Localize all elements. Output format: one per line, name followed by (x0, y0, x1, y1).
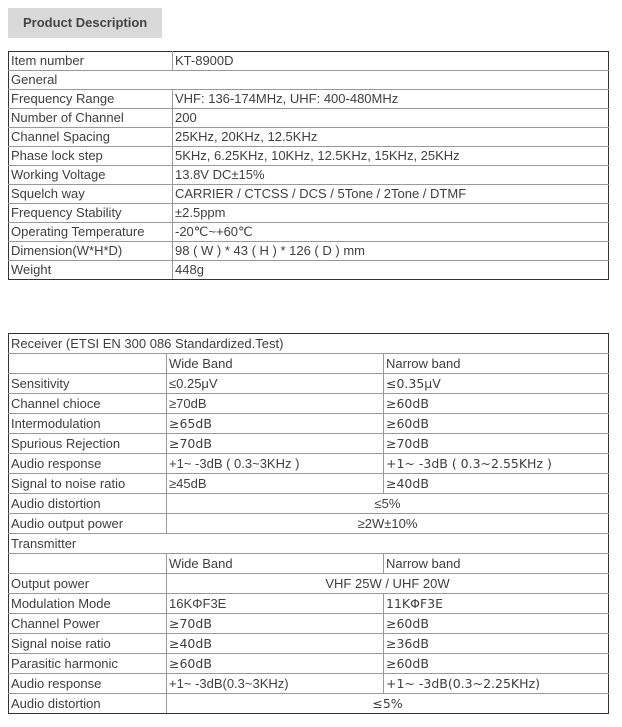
spec-value-wide: ≥70dB (167, 614, 384, 634)
spec-label: Operating Temperature (9, 223, 173, 242)
spec-row (9, 594, 609, 614)
spec-value: 25KHz, 20KHz, 12.5KHz (173, 128, 609, 147)
section-row (9, 534, 609, 554)
section-row (9, 71, 609, 90)
tab-product-description[interactable]: Product Description (8, 8, 162, 38)
spec-value: -20℃~+60℃ (173, 223, 609, 242)
spec-value-narrow: +1~ -3dB(0.3~2.25KHz) (384, 674, 609, 694)
spec-value-span: ≤5% (167, 694, 609, 714)
col-header-wide-band: Wide Band (167, 354, 384, 374)
spec-label: Channel Spacing (9, 128, 173, 147)
band-header-row (9, 554, 609, 574)
spec-row (9, 454, 609, 474)
spec-label: Dimension(W*H*D) (9, 242, 173, 261)
spec-label: Audio distortion (9, 694, 167, 714)
spec-label: Weight (9, 261, 173, 280)
spec-value-wide: ≥40dB (167, 634, 384, 654)
spec-label: Audio distortion (9, 494, 167, 514)
spec-row (9, 185, 609, 204)
spec-value-narrow: ≥60dB (384, 414, 609, 434)
spec-row (9, 223, 609, 242)
spec-label: Signal noise ratio (9, 634, 167, 654)
spec-value: 448g (173, 261, 609, 280)
spec-value-wide: ≥70dB (167, 394, 384, 414)
spec-value-narrow: ≥40dB (384, 474, 609, 494)
spec-row (9, 242, 609, 261)
band-header-row (9, 354, 609, 374)
spec-value-narrow: ≥60dB (384, 614, 609, 634)
section-row (9, 334, 609, 354)
spec-value: ±2.5ppm (173, 204, 609, 223)
spec-row (9, 128, 609, 147)
spec-row (9, 474, 609, 494)
spec-row (9, 90, 609, 109)
spec-row (9, 261, 609, 280)
spec-label: Spurious Rejection (9, 434, 167, 454)
spec-value-wide: +1~ -3dB(0.3~3KHz) (167, 674, 384, 694)
spec-value: CARRIER / CTCSS / DCS / 5Tone / 2Tone / DTMF (173, 185, 609, 204)
spec-label: Item number (9, 52, 173, 71)
spec-value-wide: ≥70dB (167, 434, 384, 454)
spec-value-wide: ≥60dB (167, 654, 384, 674)
spec-value-span: VHF 25W / UHF 20W (167, 574, 609, 594)
spec-label: Channel Power (9, 614, 167, 634)
spec-label: Number of Channel (9, 109, 173, 128)
spec-value-wide: 16KΦF3E (167, 594, 384, 614)
spec-row (9, 166, 609, 185)
spec-value-span: ≤5% (167, 494, 609, 514)
spec-label: Squelch way (9, 185, 173, 204)
spec-value-narrow: ≥60dB (384, 394, 609, 414)
spec-value: 98 ( W ) * 43 ( H ) * 126 ( D ) mm (173, 242, 609, 261)
spec-label: Channel chioce (9, 394, 167, 414)
spec-value: 13.8V DC±15% (173, 166, 609, 185)
spec-label: Audio output power (9, 514, 167, 534)
col-header-wide-band: Wide Band (167, 554, 384, 574)
spec-value-wide: ≤0.25μV (167, 374, 384, 394)
spec-label: Audio response (9, 454, 167, 474)
spec-label: Modulation Mode (9, 594, 167, 614)
spec-row (9, 694, 609, 714)
spec-row (9, 494, 609, 514)
empty-cell (9, 554, 167, 574)
spec-label: Parasitic harmonic (9, 654, 167, 674)
rf-spec-table (8, 333, 609, 714)
spec-label: Working Voltage (9, 166, 173, 185)
spec-row (9, 147, 609, 166)
spec-row (9, 414, 609, 434)
section-label: General (9, 71, 609, 90)
spec-value-wide: ≥45dB (167, 474, 384, 494)
col-header-narrow-band: Narrow band (384, 554, 609, 574)
spec-label: Signal to noise ratio (9, 474, 167, 494)
spec-row (9, 674, 609, 694)
spec-row (9, 654, 609, 674)
spec-label: Output power (9, 574, 167, 594)
spec-row (9, 109, 609, 128)
spec-row (9, 52, 609, 71)
spec-row (9, 574, 609, 594)
spec-value-narrow: ≥36dB (384, 634, 609, 654)
spec-value: KT-8900D (173, 52, 609, 71)
spec-value-narrow: ≥60dB (384, 654, 609, 674)
section-label: Receiver (ETSI EN 300 086 Standardized.Test) (9, 334, 609, 354)
spec-row (9, 614, 609, 634)
general-spec-table (8, 51, 609, 280)
spec-label: Sensitivity (9, 374, 167, 394)
spec-value-narrow: ≤0.35μV (384, 374, 609, 394)
spec-value-narrow: +1~ -3dB ( 0.3~2.55KHz ) (384, 454, 609, 474)
spec-value-wide: ≥65dB (167, 414, 384, 434)
spec-row (9, 374, 609, 394)
section-label: Transmitter (9, 534, 609, 554)
spec-row (9, 634, 609, 654)
spec-row (9, 434, 609, 454)
spec-value-narrow: 11KΦF3E (384, 594, 609, 614)
spec-label: Phase lock step (9, 147, 173, 166)
spec-label: Intermodulation (9, 414, 167, 434)
spec-value: 5KHz, 6.25KHz, 10KHz, 12.5KHz, 15KHz, 25KHz (173, 147, 609, 166)
spec-row (9, 394, 609, 414)
spec-value: VHF: 136-174MHz, UHF: 400-480MHz (173, 90, 609, 109)
spec-value: 200 (173, 109, 609, 128)
spec-value-wide: +1~ -3dB ( 0.3~3KHz ) (167, 454, 384, 474)
empty-cell (9, 354, 167, 374)
spec-value-narrow: ≥70dB (384, 434, 609, 454)
spec-value-span: ≥2W±10% (167, 514, 609, 534)
spec-label: Frequency Stability (9, 204, 173, 223)
col-header-narrow-band: Narrow band (384, 354, 609, 374)
spec-label: Audio response (9, 674, 167, 694)
spec-row (9, 204, 609, 223)
spec-row (9, 514, 609, 534)
spec-label: Frequency Range (9, 90, 173, 109)
